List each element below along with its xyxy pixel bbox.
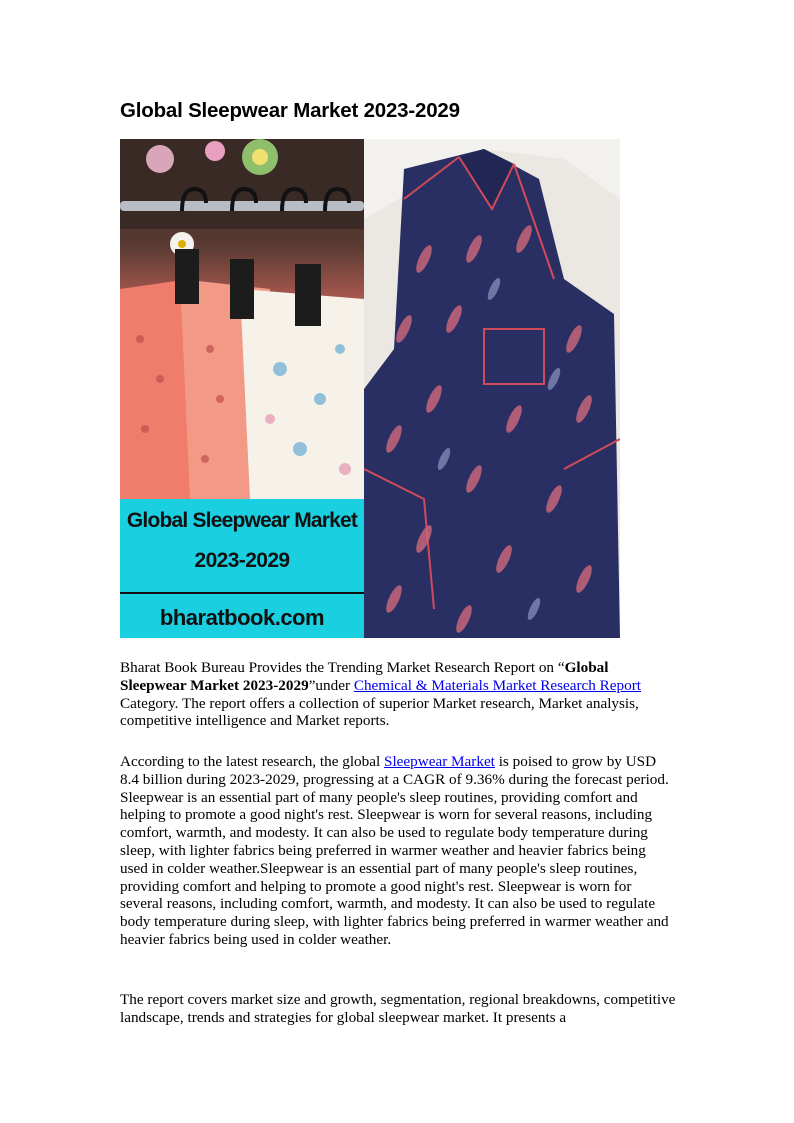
document-title: Global Sleepwear Market 2023-2029 [120,99,460,122]
banner-title-line1: Global Sleepwear Market [126,509,358,532]
banner-divider [120,592,364,594]
hanging-pajamas-illustration [120,139,364,499]
research-paragraph [120,753,676,949]
hero-image [120,139,620,638]
intro-after-bold-text: ”under [308,676,354,694]
sleepwear-market-link[interactable]: Sleepwear Market [384,753,495,770]
research-tail-text: is poised to grow by USD 8.4 billion during 2023-2029, progressing at a CAGR of 9.36% during the forecast period. Sleepwear is an essential part of many people's sleep routines, providing comfort and helping to promote a good night's rest. Sleepwear is worn for several reasons, including comfort, warmth, and modesty. It can also be used to regulate body temperature during sleep, with lighter fabrics being preferred in warmer weather and heavier fabrics being used in colder weather.Sleepwear is an essential part of many people's sleep routines, providing comfort and helping to promote a good night's rest. Sleepwear is worn for several reasons, including comfort, warmth, and modesty. It can also be used to regulate body temperature during sleep, with lighter fabrics being preferred in warmer weather and heavier fabrics being used in colder weather. [120,753,669,948]
category-link[interactable]: Chemical & Materials Market Research Report [353,676,642,694]
intro-lead-text: Bharat Book Bureau Provides the Trending Market Research Report on “ [120,659,565,676]
report-title-bold: Global Sleepwear Market 2023-2029 [120,659,609,694]
navy-pajama-illustration [364,139,620,638]
intro-tail-text: Category. The report offers a collection of superior Market research, Market analysis, competitive intelligence and Market reports. [120,694,639,730]
research-lead-text: According to the latest research, the global [120,753,384,770]
navy-pajama-photo [364,139,620,638]
title-banner [120,499,364,638]
banner-website: bharatbook.com [159,605,325,630]
coverage-paragraph: The report covers market size and growth, segmentation, regional breakdowns, competitive landscape, trends and strategies for global sleepwear market. It presents a [120,991,676,1026]
hanging-pajamas-photo [120,139,364,499]
intro-paragraph [120,659,676,730]
banner-title-line2: 2023-2029 [194,549,290,572]
